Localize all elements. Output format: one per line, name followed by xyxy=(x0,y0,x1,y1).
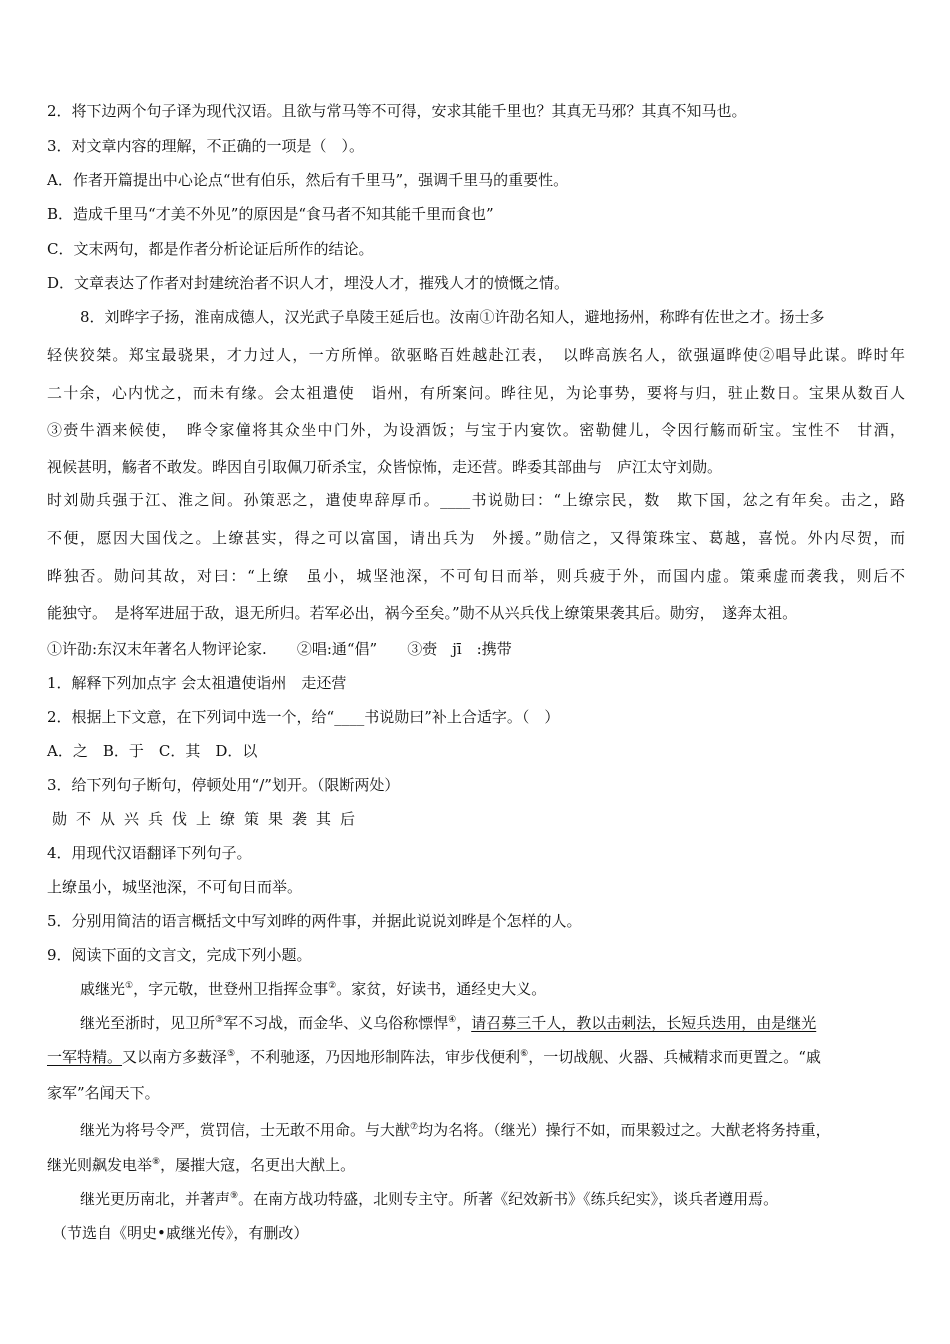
question-3-punctuate: 3．给下列句子断句，停顿处用“/”划开。（限断两处） xyxy=(47,776,400,794)
footnote-marker: ⑤ xyxy=(227,1049,236,1059)
sentence-to-translate: 上缭虽小，城坚池深，不可旬日而举。 xyxy=(47,878,303,896)
passage9-para-2-line-3: 家军”名闻天下。 xyxy=(47,1084,160,1102)
passage9-para-2-line-1: 继光至浙时，见卫所③军不习战，而金华、义乌俗称慓悍④，请召募三千人，教以击刺法，长短兵迭用，由是继光 xyxy=(80,1014,817,1032)
question-5: 5．分别用简洁的语言概括文中写刘晔的两件事，并据此说说刘晔是个怎样的人。 xyxy=(47,912,582,930)
footnote-marker: ⑨ xyxy=(230,1191,239,1201)
passage8-line-7: 不便，愿因大国伐之。上缭甚实，得之可以富国，请出兵为 外援。”勋信之，又得策珠宝、葛越，喜悦。外内尽贺，而 xyxy=(47,529,905,547)
footnote-marker: ② xyxy=(328,981,337,991)
question-4-translate: 4．用现代汉语翻译下列句子。 xyxy=(47,844,252,862)
footnote-marker: ④ xyxy=(448,1015,457,1025)
passage8-line-4: ③赍牛酒来候使， 晔令家僮将其众坐中门外，为设酒饭；与宝于内宴饮。密勒健儿，令因行觞而斫宝。宝性不 甘酒， xyxy=(47,421,905,439)
question-2-fill: 2．根据上下文意，在下列词中选一个，给“____书说勋曰”补上合适字。（ ） xyxy=(47,708,560,726)
passage8-notes: ①许劭:东汉末年著名人物评论家. ②唱:通“倡” ③赍 jī :携带 xyxy=(47,640,512,658)
passage9-para-4: 继光更历南北，并著声⑨。在南方战功特盛，北则专主守。所著《纪效新书》《练兵纪实》，谈兵者遵用焉。 xyxy=(80,1190,779,1208)
underlined-sentence: 请召募三千人，教以击刺法，长短兵迭用，由是继光 xyxy=(471,1014,817,1032)
option-a: A．作者开篇提出中心论点“世有伯乐，然后有千里马”，强调千里马的重要性。 xyxy=(47,171,569,189)
question-3: 3．对文章内容的理解，不正确的一项是（ ）。 xyxy=(47,137,365,155)
passage9-source: （节选自《明史•戚继光传》，有删改） xyxy=(52,1224,309,1242)
question-2-options: A．之 B．于 C．其 D．以 xyxy=(47,742,258,760)
passage8-line-3: 二十余，心内忧之，而未有缘。会太祖遣使 诣州，有所案问。晔往见，为论事势，要将与归，驻止数日。宝果从数百人 xyxy=(47,384,905,402)
passage9-para-3-line-1: 继光为将号令严，赏罚信，士无敢不用命。与大猷⑦均为名将。（继光）操行不如，而果毅过之。大猷老将务持重， xyxy=(80,1121,831,1139)
footnote-marker: ⑥ xyxy=(520,1049,529,1059)
sentence-to-punctuate: 勋不从兴兵伐上缭策果袭其后 xyxy=(52,810,365,828)
passage8-line-5: 视候甚明，觞者不敢发。晔因自引取佩刀斫杀宝，众皆惊怖，走还营。晔委其部曲与 庐江太守刘勋。 xyxy=(47,458,723,476)
option-b: B．造成千里马“才美不外见”的原因是“食马者不知其能千里而食也” xyxy=(47,205,494,223)
passage8-line-6: 时刘勋兵强于江、淮之间。孙策恶之，遣使卑辞厚币。____书说勋曰：“上缭宗民，数 欺下国，忿之有年矣。击之，路 xyxy=(47,491,905,509)
passage9-para-2-line-2: 一军特精。又以南方多薮泽⑤，不利驰逐，乃因地形制阵法，审步伐便利⑥，一切战舰、火器、兵械精求而更置之。“戚 xyxy=(47,1048,821,1066)
question-2-translate: 2．将下边两个句子译为现代汉语。且欲与常马等不可得，安求其能千里也？其真无马邪？其真不知马也。 xyxy=(47,102,747,120)
passage8-line-9: 能独守。 是将军进屈于敌，退无所归。若军必出，祸今至矣。”勋不从兴兵伐上缭策果袭其后。勋穷， 遂奔太祖。 xyxy=(47,604,798,622)
option-c: C．文末两句，都是作者分析论证后所作的结论。 xyxy=(47,240,374,258)
passage9-para-1: 戚继光①，字元敬，世登州卫指挥佥事②。家贫，好读书，通经史大义。 xyxy=(80,980,547,998)
footnote-marker: ⑧ xyxy=(152,1157,161,1167)
underlined-sentence-end: 一军特精。 xyxy=(47,1048,123,1066)
option-d: D．文章表达了作者对封建统治者不识人才，埋没人才，摧残人才的愤慨之情。 xyxy=(47,274,570,292)
footnote-marker: ⑦ xyxy=(410,1122,419,1132)
footnote-marker: ① xyxy=(125,981,134,991)
passage9-para-3-line-2: 继光则飙发电举⑧，屡摧大寇，名更出大猷上。 xyxy=(47,1156,356,1174)
question-1-explain: 1．解释下列加点字 会太祖遣使诣州 走还营 xyxy=(47,674,347,692)
footnote-marker: ③ xyxy=(215,1015,224,1025)
passage8-line-8: 晔独否。勋问其故，对曰：“上缭 虽小，城坚池深，不可旬日而举，则兵疲于外，而国内虚。策乘虚而袭我，则后不 xyxy=(47,567,905,585)
question-9: 9．阅读下面的文言文，完成下列小题。 xyxy=(47,946,312,964)
passage8-line-1: 8．刘晔字子扬，淮南成德人，汉光武子阜陵王延后也。汝南①许劭名知人，避地扬州，称晔有佐世之才。扬士多 xyxy=(80,308,825,326)
passage8-line-2: 轻侠狡桀。郑宝最骁果，才力过人，一方所惮。欲驱略百姓越赴江表， 以晔高族名人，欲强逼晔使②唱导此谋。晔时年 xyxy=(47,346,905,364)
